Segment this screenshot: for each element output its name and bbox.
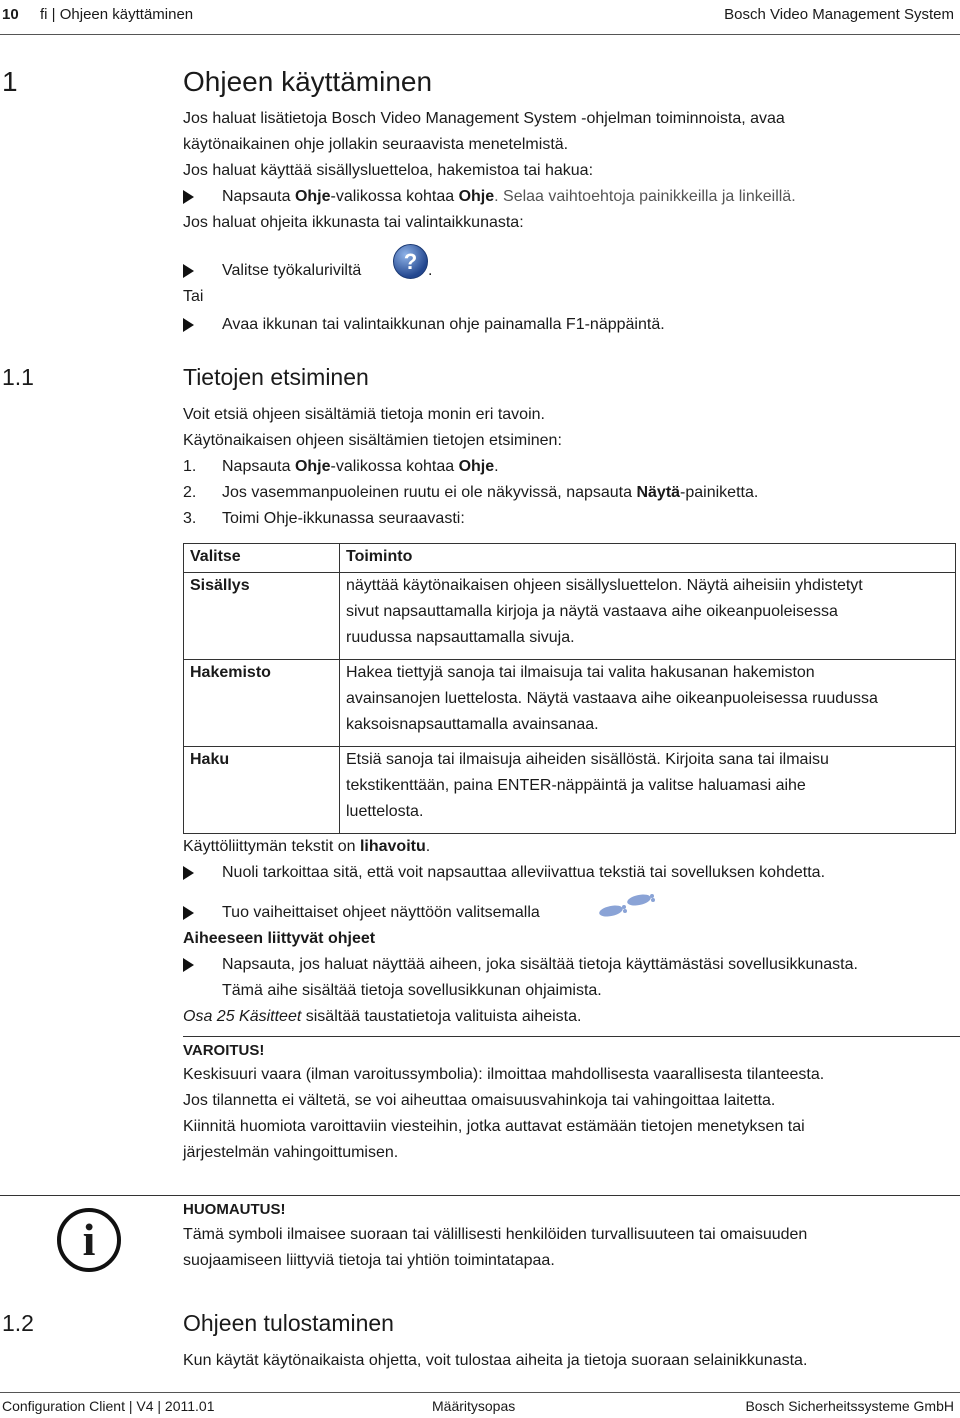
table-header-row: [184, 544, 956, 573]
ui-text-note: Käyttöliittymän tekstit on lihavoitu.: [183, 838, 431, 855]
related-line-2: Tämä aihe sisältää tietoja sovellusikkunan ohjaimista.: [222, 982, 602, 999]
search-step-3: Toimi Ohje-ikkunassa seuraavasti:: [222, 510, 465, 527]
section-title: Ohjeen tulostaminen: [183, 1310, 394, 1336]
notice-line-2: suojaamiseen liittyviä tietoja tai yhtiön toimintatapaa.: [183, 1252, 555, 1269]
warning-divider: [183, 1036, 960, 1037]
table-cell-option: Hakemisto: [184, 660, 340, 747]
chapter-title: Ohjeen käyttäminen: [183, 66, 433, 97]
intro-line-2: käytönaikainen ohje jollakin seuraavista menetelmistä.: [183, 136, 569, 153]
table-cell-action: Hakea tiettyjä sanoja tai ilmaisuja tai valita hakusanan hakemiston avainsanojen luettelosta. Näytä vastaava aihe oikeanpuoleisessa ruudussa kaksoisnapsauttamalla avainsanaa.: [340, 660, 956, 747]
notice-title: HUOMAUTUS!: [183, 1201, 286, 1218]
table-header-action: Toiminto: [340, 544, 956, 573]
notice-divider: [0, 1195, 960, 1196]
footsteps-icon: [597, 891, 659, 921]
options-table: [183, 543, 956, 834]
related-heading: Aiheeseen liittyvät ohjeet: [183, 930, 376, 947]
toc-intro: Jos haluat käyttää sisällysluetteloa, hakemistoa tai hakua:: [183, 162, 594, 179]
table-cell-action: Etsiä sanoja tai ilmaisuja aiheiden sisällöstä. Kirjoita sana tai ilmaisu tekstikenttään, paina ENTER-näppäintä ja valitse haluamasi aihe luettelosta.: [340, 747, 956, 834]
warning-line-3: Kiinnitä huomiota varoittaviin viesteihin, jotka auttavat estämään tietojen menetyksen tai: [183, 1118, 805, 1135]
footer-right: Bosch Sicherheitssysteme GmbH: [745, 1398, 954, 1414]
arrow-bullet-icon: [183, 866, 194, 880]
notice-line-1: Tämä symboli ilmaisee suoraan tai välillisesti henkilöiden turvallisuuteen tai omaisuuden: [183, 1226, 808, 1243]
table-row: [184, 573, 956, 660]
step-number: 3.: [183, 510, 197, 527]
toc-step: Napsauta Ohje-valikossa kohtaa Ohje. Selaa vaihtoehtoja painikkeilla ja linkeillä.: [222, 188, 796, 205]
info-icon: i: [57, 1208, 121, 1272]
footer-divider: [0, 1392, 960, 1393]
footer-center: Määritysopas: [432, 1398, 516, 1414]
help-question-icon: ?: [393, 244, 428, 279]
header-divider: [0, 34, 960, 35]
arrow-bullet-icon: [183, 264, 194, 278]
page-number: 10: [2, 6, 19, 23]
arrow-bullet-icon: [183, 958, 194, 972]
window-step-1: Valitse työkaluriviltä: [222, 262, 362, 279]
related-line-1: Napsauta, jos haluat näyttää aiheen, joka sisältää tietoja käyttämästäsi sovellusikkunasta.: [222, 956, 858, 973]
arrow-note: Nuoli tarkoittaa sitä, että voit napsauttaa alleviivattua tekstiä tai sovelluksen kohdetta.: [222, 864, 826, 881]
warning-title: VAROITUS!: [183, 1042, 265, 1059]
arrow-bullet-icon: [183, 190, 194, 204]
section-number: 1.2: [2, 1310, 34, 1336]
search-para-2: Käytönaikaisen ohjeen sisältämien tietojen etsiminen:: [183, 432, 562, 449]
arrow-bullet-icon: [183, 906, 194, 920]
table-cell-option: Sisällys: [184, 573, 340, 660]
table-header-select: Valitse: [184, 544, 340, 573]
running-header-product: Bosch Video Management System: [724, 6, 954, 23]
chapter-number: 1: [2, 66, 18, 97]
window-intro: Jos haluat ohjeita ikkunasta tai valintaikkunasta:: [183, 214, 524, 231]
window-step-1-end: .: [428, 262, 433, 279]
search-para-1: Voit etsiä ohjeen sisältämiä tietoja monin eri tavoin.: [183, 406, 545, 423]
print-para: Kun käytät käytönaikaista ohjetta, voit tulostaa aiheita ja tietoja suoraan selainikkunasta.: [183, 1352, 808, 1369]
section-title: Tietojen etsiminen: [183, 364, 369, 390]
table-row: [184, 660, 956, 747]
table-cell-action: näyttää käytönaikaisen ohjeen sisällysluettelon. Näytä aiheisiin yhdistetyt sivut napsauttamalla kirjoja ja näytä vastaava aihe oikeanpuoleisessa ruudussa napsauttamalla sivuja.: [340, 573, 956, 660]
intro-line-1: Jos haluat lisätietoja Bosch Video Management System -ohjelman toiminnoista, avaa: [183, 110, 785, 127]
warning-line-1: Keskisuuri vaara (ilman varoitussymbolia): ilmoittaa mahdollisesta vaarallisesta tilanteesta.: [183, 1066, 825, 1083]
warning-line-4: järjestelmän vahingoittumisen.: [183, 1144, 399, 1161]
section-reference: Osa 25 Käsitteet sisältää taustatietoja valituista aiheista.: [183, 1008, 582, 1025]
step-number: 1.: [183, 458, 197, 475]
table-row: [184, 747, 956, 834]
steps-note: Tuo vaiheittaiset ohjeet näyttöön valitsemalla: [222, 904, 540, 921]
table-cell-option: Haku: [184, 747, 340, 834]
arrow-bullet-icon: [183, 318, 194, 332]
or-text: Tai: [183, 288, 204, 305]
search-step-1: Napsauta Ohje-valikossa kohtaa Ohje.: [222, 458, 499, 475]
warning-line-2: Jos tilannetta ei vältetä, se voi aiheuttaa omaisuusvahinkoja tai vahingoittaa laitetta.: [183, 1092, 776, 1109]
search-step-2: Jos vasemmanpuoleinen ruutu ei ole näkyvissä, napsauta Näytä-painiketta.: [222, 484, 759, 501]
window-step-2: Avaa ikkunan tai valintaikkunan ohje painamalla F1-näppäintä.: [222, 316, 665, 333]
step-number: 2.: [183, 484, 197, 501]
footer-left: Configuration Client | V4 | 2011.01: [2, 1398, 215, 1414]
running-header-section: fi | Ohjeen käyttäminen: [40, 6, 194, 23]
section-number: 1.1: [2, 364, 34, 390]
